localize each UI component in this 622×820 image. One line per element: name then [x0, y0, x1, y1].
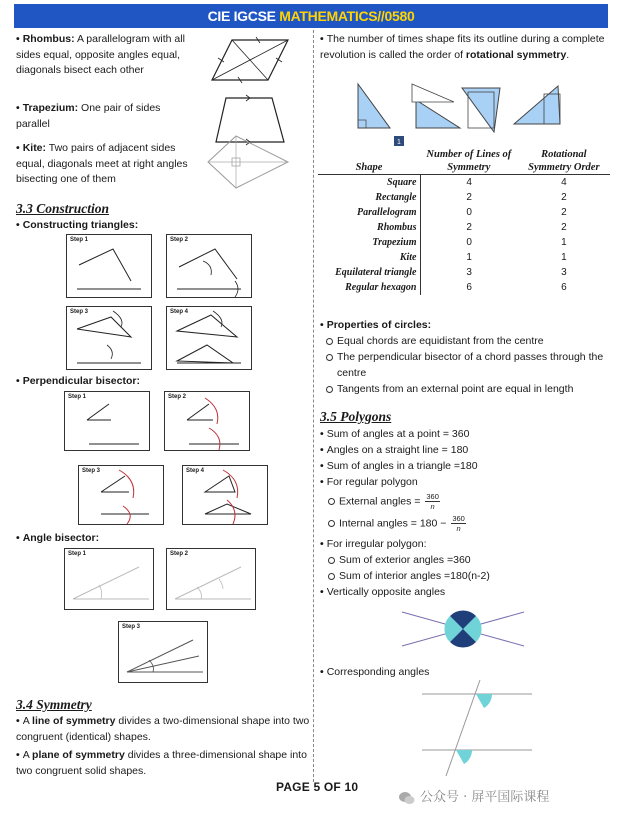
shape-cell: Kite	[318, 250, 420, 265]
step-label: Step 1	[70, 237, 89, 243]
page-number: PAGE 5 OF 10	[276, 780, 359, 794]
perpendicular-bisector-label: • Perpendicular bisector:	[16, 375, 140, 387]
perp-step-2	[164, 391, 250, 451]
shape-cell: Equilateral triangle	[318, 265, 420, 280]
table-row	[318, 190, 610, 205]
irregular-polygon-label: • For irregular polygon:	[320, 538, 427, 550]
line-of-symmetry-term: line of symmetry	[32, 715, 116, 727]
order-cell: 3	[561, 267, 567, 278]
circle-property-1: Equal chords are equidistant from the centre	[326, 334, 608, 350]
polygons-heading: 3.5 Polygons	[320, 409, 392, 424]
vertically-opposite-figure	[398, 602, 528, 656]
table-row	[318, 220, 610, 235]
regular-polygon-label: • For regular polygon	[320, 476, 418, 488]
column-header-shape: Shape	[355, 162, 383, 173]
column-header-order: Rotational Symmetry Order	[528, 149, 600, 173]
shape-cell: Trapezium	[318, 235, 420, 250]
trapezium-label: Trapezium:	[22, 102, 79, 114]
circle-property-2: The perpendicular bisector of a chord passes through the centre	[326, 350, 608, 381]
step-label: Step 3	[82, 468, 101, 474]
lines-cell: 0	[466, 207, 472, 218]
table-row	[318, 250, 610, 265]
angles-in-triangle: • Sum of angles in a triangle =180	[320, 460, 478, 472]
rotational-symmetry-definition: • The number of times shape fits its outline during a complete revolution is called the order of rotational symmetry.	[320, 33, 605, 61]
rhombus-figure	[210, 36, 290, 84]
rotational-symmetry-term: rotational symmetry	[465, 48, 567, 61]
left-column	[14, 30, 310, 782]
watermark: 公众号 · 屏平国际课程	[398, 786, 549, 807]
exterior-angle-sum: Sum of exterior angles =360	[328, 553, 471, 569]
triangle-step-4	[166, 306, 252, 370]
angle-bisector-label: • Angle bisector:	[16, 532, 100, 544]
table-row	[318, 265, 610, 280]
kite-figure	[206, 134, 290, 192]
kite-definition: • Kite: Two pairs of adjacent sides equal, diagonals meet at right angles bisecting one of them	[16, 142, 188, 185]
external-angles-formula: External angles = $\frac{360}{n}$	[328, 492, 440, 511]
figure-badge-label: 1	[397, 139, 401, 146]
perp-step-3	[78, 465, 164, 525]
page-header	[14, 4, 608, 28]
rhombus-label: Rhombus:	[22, 33, 75, 45]
table-row	[318, 175, 610, 191]
order-cell: 1	[561, 252, 567, 263]
header-title: CIE IGCSE	[207, 8, 280, 24]
step-label: Step 2	[168, 394, 187, 400]
right-column	[318, 30, 610, 782]
kite-text: Two pairs of adjacent sides equal, diagonals meet at right angles bisecting one of them	[16, 142, 188, 185]
external-angle-fraction: $\frac{360}{n}$	[426, 492, 439, 511]
circle-property-3: Tangents from an external point are equal in length	[326, 382, 608, 398]
order-cell: 6	[561, 282, 567, 293]
lines-cell: 3	[466, 267, 472, 278]
order-cell: 1	[561, 237, 567, 248]
angle-step-1	[64, 548, 154, 610]
internal-angle-fraction: $\frac{360}{n}$	[452, 514, 465, 533]
step-label: Step 4	[186, 468, 205, 474]
shape-cell: Rhombus	[318, 220, 420, 235]
order-cell: 4	[561, 177, 567, 188]
step-label: Step 2	[170, 551, 189, 557]
circle-properties-label: • Properties of circles:	[320, 319, 432, 331]
step-label: Step 1	[68, 551, 87, 557]
perp-step-1	[64, 391, 150, 451]
shape-cell: Parallelogram	[318, 205, 420, 220]
rotational-symmetry-figure	[348, 80, 578, 152]
angle-step-3	[118, 621, 208, 683]
symmetry-table	[318, 148, 610, 295]
table-header-row	[318, 148, 610, 175]
rhombus-definition: • Rhombus: A parallelogram with all sides equal, opposite angles equal, diagonals bisect each other	[16, 33, 185, 76]
lines-cell: 2	[466, 222, 472, 233]
rhombus-text: A parallelogram with all sides equal, opposite angles equal, diagonals bisect each other	[16, 33, 185, 76]
step-label: Step 1	[68, 394, 87, 400]
step-label: Step 3	[122, 624, 141, 630]
step-label: Step 2	[170, 237, 189, 243]
lines-cell: 1	[466, 252, 472, 263]
angles-on-line: • Angles on a straight line = 180	[320, 444, 469, 456]
wechat-icon	[398, 789, 416, 807]
interior-angle-sum: Sum of interior angles =180(n-2)	[328, 569, 490, 585]
shape-cell: Square	[318, 175, 420, 191]
shape-cell: Rectangle	[318, 190, 420, 205]
order-cell: 2	[561, 222, 567, 233]
lines-cell: 6	[466, 282, 472, 293]
perp-step-4	[182, 465, 268, 525]
header-title-accent: MATHEMATICS//0580	[279, 8, 415, 24]
plane-of-symmetry-term: plane of symmetry	[32, 749, 125, 761]
shape-cell: Regular hexagon	[318, 280, 420, 295]
lines-cell: 4	[466, 177, 472, 188]
symmetry-heading: 3.4 Symmetry	[16, 697, 92, 712]
kite-label: Kite:	[22, 142, 47, 154]
triangle-step-1	[66, 234, 152, 298]
step-label: Step 4	[170, 309, 189, 315]
angles-at-point: • Sum of angles at a point = 360	[320, 428, 470, 440]
table-row	[318, 280, 610, 295]
column-header-lines: Number of Lines of Symmetry	[426, 149, 512, 173]
table-row	[318, 205, 610, 220]
internal-angles-formula: Internal angles = 180 − $\frac{360}{n}$	[328, 514, 466, 533]
vertically-opposite-label: • Vertically opposite angles	[320, 586, 446, 598]
order-cell: 2	[561, 207, 567, 218]
lines-cell: 0	[466, 237, 472, 248]
trapezium-definition: • Trapezium: One pair of sides parallel	[16, 102, 161, 130]
trapezium-text: One pair of sides parallel	[16, 102, 161, 130]
triangle-step-2	[166, 234, 252, 298]
lines-cell: 2	[466, 192, 472, 203]
corresponding-angles-figure	[422, 680, 532, 778]
line-of-symmetry-definition: • A line of symmetry divides a two-dimensional shape into two congruent (identical) shapes.	[16, 715, 310, 743]
corresponding-angles-label: • Corresponding angles	[320, 666, 430, 678]
angle-step-2	[166, 548, 256, 610]
step-label: Step 3	[70, 309, 89, 315]
construction-heading: 3.3 Construction	[16, 201, 110, 216]
plane-of-symmetry-definition: • A plane of symmetry divides a three-dimensional shape into two congruent solid shapes.	[16, 749, 307, 777]
column-divider	[313, 30, 314, 782]
constructing-triangles-label: • Constructing triangles:	[16, 219, 139, 231]
triangle-step-3	[66, 306, 152, 370]
table-row	[318, 235, 610, 250]
order-cell: 2	[561, 192, 567, 203]
